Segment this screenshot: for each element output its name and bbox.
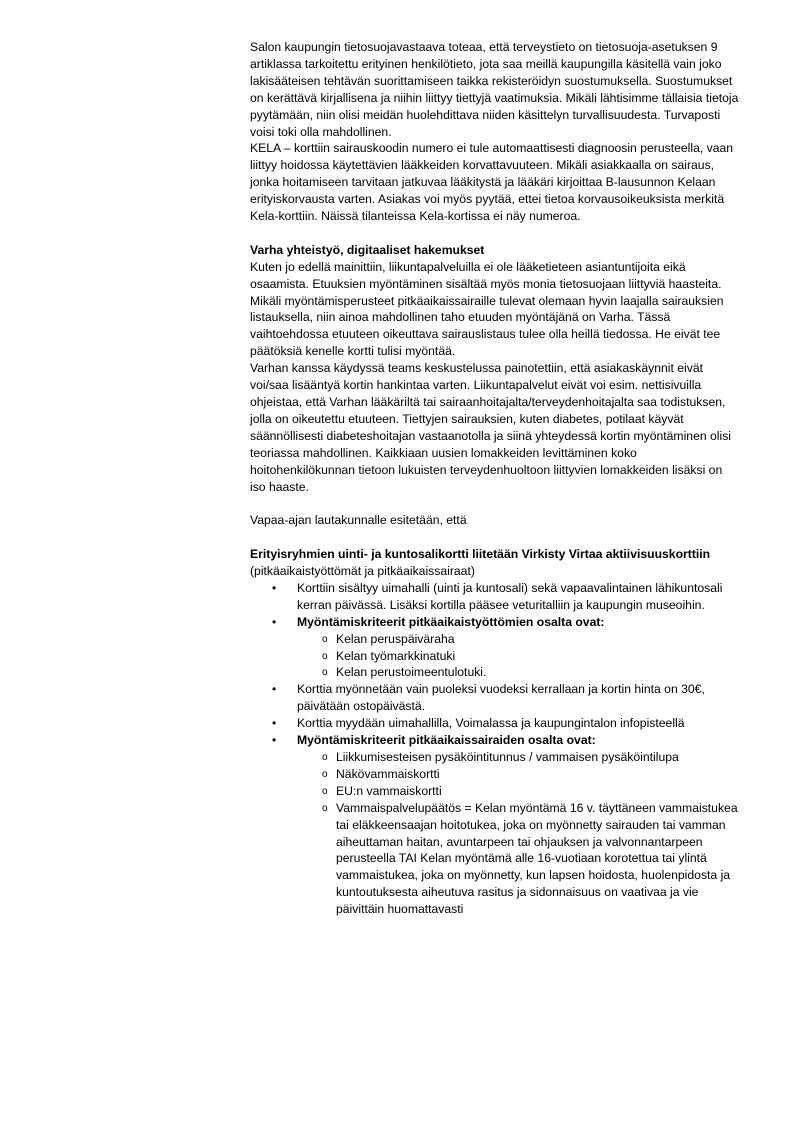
document-page [250, 39, 740, 918]
sub-list-item-text: Liikkumisesteisen pysäköintitunnus / vammaisen pysäköintilupa [336, 750, 679, 765]
varha-paragraph-3: Varhan kanssa käydyssä teams keskustelussa painotettiin, että asiakaskäynnit eivät voi/saa lisääntyä kortin hankintaa varten. Liikuntapalvelut eivät voi esim. nettisivuilla ohjeistaa, että Varhan lääkäriltä tai sairaanhoitajalta/terveydenhoitajalta saa todistuksen, jolla on oikeutettu etuuteen. Tiettyjen sairauksien, kuten diabetes, potilaat käyvät säännöllisesti diabeteshoitajan vastaanotolla ja siinä yhteydessä kortin myöntäminen olisi teoriassa mahdollinen. Kaikkiaan uusien lomakkeiden levittäminen koko hoitohenkilökunnan tietoon lukuisten terveydenhuoltoon liittyvien lomakkeiden lisäksi on iso haaste. [250, 361, 732, 494]
circle-bullet-icon: o [322, 667, 328, 679]
varha-paragraph-2: Mikäli myöntämisperusteet pitkäaikaissairaille tulevat olemaan hyvin laajalla sairauksien listauksella, niin ainoa mahdollinen taho etuuden myöntäjänä on Varha. Tässä vaihtoehdossa etuuteen oikeuttava sairauslistaus tulee olla heillä tiedossa. He eivät tee päätöksiä kenelle kortti tulisi myöntää. [250, 293, 724, 359]
bullet-icon: • [272, 733, 277, 748]
varha-paragraph-1: Kuten jo edellä mainittiin, liikuntapalveluilla ei ole lääketieteen asiantuntijoita eikä osaamista. Etuuksien myöntäminen sisältää myös monia tietosuojaan liittyviä haasteita. [250, 259, 722, 291]
sub-list-item-text: Näkövammaiskortti [336, 766, 440, 781]
spacer [250, 225, 740, 242]
sub-list-item-text: Kelan peruspäiväraha [336, 631, 455, 646]
circle-bullet-icon: o [322, 768, 328, 780]
spacer [250, 495, 740, 512]
sub-list-item-text: Kelan perustoimeentulotuki. [336, 665, 487, 680]
list-item [250, 580, 740, 614]
sub-list [250, 631, 740, 682]
varha-heading: Varha yhteistyö, digitaaliset hakemukset [250, 242, 485, 257]
spacer [250, 529, 740, 546]
intro-paragraph-2: KELA – korttiin sairauskoodin numero ei tule automaattisesti diagnoosin perusteella, vaan liittyy hoidossa käytettävien lääkkeiden korvattavuuteen. Mikäli asiakkaalla on sairaus, jonka hoitamiseen tarvitaan jatkuvaa lääkitystä ja lääkäri kirjoittaa B-lausunnon Kelaan erityiskorvausta varten. Asiakas voi myös pyytää, ettei tietoa korvausoikeuksista merkitä Kela-korttiin. Näissä tilanteissa Kela-kortissa ei näy numeroa. [250, 141, 734, 224]
bullet-icon: • [272, 614, 277, 629]
list-item-text: Myöntämiskriteerit pitkäaikaissairaiden osalta ovat: [297, 733, 596, 748]
list-item-text: Korttia myönnetään vain puoleksi vuodeksi kerrallaan ja kortin hinta on 30€, päivätään ostopäivästä. [297, 682, 705, 714]
sub-list-item [300, 631, 740, 648]
circle-bullet-icon: o [322, 752, 328, 764]
sub-list-item [300, 766, 740, 783]
sub-list-item-text: Kelan työmarkkinatuki [336, 648, 456, 663]
proposal-intro: Vapaa-ajan lautakunnalle esitetään, että [250, 513, 467, 528]
list-item-text: Korttiin sisältyy uimahalli (uinti ja kuntosali) sekä vapaavalintainen lähikuntosali kerran päivässä. Lisäksi kortilla pääsee veturitalliin ja kaupungin museoihin. [297, 580, 723, 612]
list-item [250, 614, 740, 631]
sub-list-item [300, 800, 740, 918]
bullet-icon: • [272, 682, 277, 697]
proposal-list [250, 580, 740, 918]
proposal-heading-rest: (pitkäaikaistyöttömät ja pitkäaikaissairaat) [250, 564, 475, 579]
proposal-heading [250, 546, 740, 580]
list-item-text: Korttia myydään uimahallilla, Voimalassa ja kaupungintalon infopisteellä [297, 716, 685, 731]
intro-paragraph-1: Salon kaupungin tietosuojavastaava toteaa, että terveystieto on tietosuoja-asetuksen 9 artiklassa tarkoitettu erityinen henkilötieto, jota saa meillä kaupungilla käsitellä vain joko lakisääteisen tehtävän suorittamiseen taikka rekisteröidyn suostumuksella. Suostumukset on kerättävä kirjallisena ja niihin liittyy tiettyjä vaatimuksia. Mikäli lähtisimme tällaisia tietoja pyytämään, niin olisi meidän huolehdittava niiden käsittelyn turvallisuudesta. Turvaposti voisi toki olla mahdollinen. [250, 40, 739, 139]
sub-list [250, 749, 740, 918]
sub-list-item [300, 664, 740, 681]
list-item [250, 732, 740, 749]
sub-list-item-text: Vammaispalvelupäätös = Kelan myöntämä 16 v. täyttäneen vammaistukea tai eläkkeensaajan hoitotukea, joka on myönnetty sairauden tai vamman aiheuttaman haitan, avuntarpeen tai ohjauksen ja valvonnantarpeen perusteella TAI Kelan myöntämä alle 16-vuotiaan korotettua tai ylintä vammaistukea, joka on myönnetty, kun lapsen hoidosta, huolenpidosta ja kuntoutuksesta aiheutuva rasitus ja sidonnaisuus on vaativaa ja vie päivittäin huomattavasti [336, 800, 738, 917]
proposal-heading-bold: Erityisryhmien uinti- ja kuntosalikortti liitetään Virkisty Virtaa aktiivisuuskorttiin [250, 547, 711, 562]
sub-list-item [300, 783, 740, 800]
sub-list-item [300, 648, 740, 665]
list-item [250, 681, 740, 715]
list-item-text: Myöntämiskriteerit pitkäaikaistyöttömien osalta ovat: [297, 614, 605, 629]
list-item [250, 715, 740, 732]
sub-list-item-text: EU:n vammaiskortti [336, 783, 442, 798]
circle-bullet-icon: o [322, 802, 328, 814]
circle-bullet-icon: o [322, 633, 328, 645]
circle-bullet-icon: o [322, 785, 328, 797]
bullet-icon: • [272, 580, 277, 595]
circle-bullet-icon: o [322, 650, 328, 662]
sub-list-item [300, 749, 740, 766]
bullet-icon: • [272, 716, 277, 731]
